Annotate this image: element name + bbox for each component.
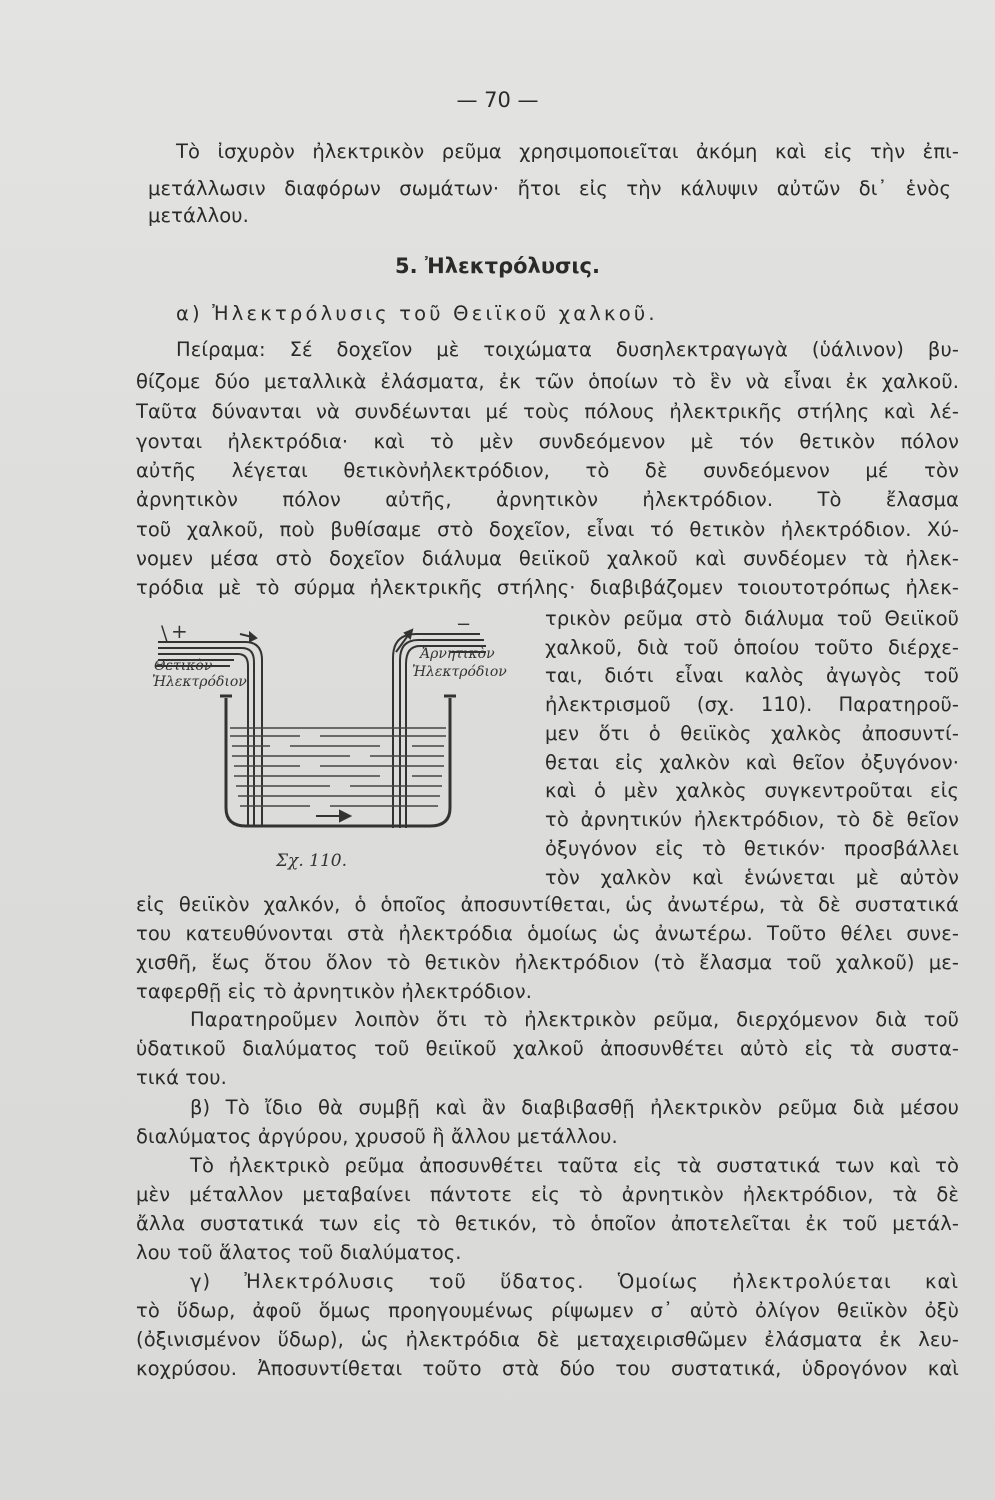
paragraph-line: ὑδατικοῦ διαλύματος τοῦ θειϊκοῦ χαλκοῦ ἀποσυνθέτει αὐτὸ εἰς τὰ συστα- <box>136 1037 959 1060</box>
subsection-c-line: κοχρύσου. Ἀποσυντίθεται τοῦτο στὰ δύο του συστατικά, ὑδρογόνον καὶ <box>136 1357 959 1380</box>
subsection-c-line: τὸ ὕδωρ, ἀφοῦ ὅμως προηγουμένως ρίψωμεν σ᾿ αὐτὸ ὀλίγον θειϊκὸν ὀξὺ <box>136 1299 959 1322</box>
intro-line: μετάλλου. <box>148 204 249 227</box>
paragraph-line: Ταῦτα δύνανται νὰ συνδέωνται μέ τοὺς πόλους ἠλεκτρικῆς στήλης καὶ λέ- <box>136 400 959 423</box>
subsection-a-heading: α) Ἠλεκτρόλυσις τοῦ Θειϊκοῦ χαλκοῦ. <box>176 302 658 325</box>
positive-sign: + <box>171 619 188 643</box>
wrap-line: μεν ὅτι ὁ θειϊκὸς χαλκὸς ἀποσυντί- <box>545 722 959 745</box>
paragraph-line: τοῦ χαλκοῦ, ποὺ βυθίσαμε στὸ δοχεῖον, εἶναι τό θετικὸν ἠλεκτρόδιον. Χύ- <box>136 518 959 541</box>
paragraph-line: ἀρνητικὸν πόλον αὐτῆς, ἀρνητικὸν ἠλεκτρόδιον. Τὸ ἔλασμα <box>136 488 959 511</box>
positive-current-arrow <box>240 633 256 641</box>
positive-tick: \ <box>161 621 168 645</box>
wrap-line: θεται εἰς χαλκὸν καὶ θεῖον ὀξυγόνον· <box>545 751 959 774</box>
figure-caption: Σχ. 110. <box>276 851 347 871</box>
negative-label: Ἠλεκτρόδιον <box>412 664 507 680</box>
paragraph-line: ταφερθῇ εἰς τὸ ἀρνητικὸν ἠλεκτρόδιον. <box>136 980 533 1003</box>
solution-current-arrow <box>316 811 350 821</box>
subsection-b-line: β) Τὸ ἴδιο θὰ συμβῇ καὶ ἂν διαβιβασθῇ ἠλεκτρικὸν ρεῦμα διὰ μέσου <box>190 1096 959 1119</box>
wrap-line: τὸν χαλκὸν καὶ ἑνώνεται μὲ αὐτὸν <box>545 866 959 889</box>
paragraph-line: Παρατηροῦμεν λοιπὸν ὅτι τὸ ἠλεκτρικὸν ρεῦμα, διερχόμενον διὰ τοῦ <box>190 1008 959 1031</box>
intro-line: μετάλλωσιν διαφόρων σωμάτων· ἤτοι εἰς τὴν κάλυψιν αὐτῶν δι᾿ ἑνὸς <box>148 177 951 200</box>
paragraph-line: θίζομε δύο μεταλλικὰ ἐλάσματα, ἐκ τῶν ὁποίων τὸ ἓν νὰ εἶναι ἐκ χαλκοῦ. <box>136 370 959 393</box>
subsection-b-line: μὲν μέταλλον μεταβαίνει πάντοτε εἰς τὸ ἀρνητικὸν ἠλεκτρόδιον, τὰ δὲ <box>136 1183 959 1206</box>
subsection-c-line: (ὀξινισμένον ὕδωρ), ὡς ἠλεκτρόδια δὲ μεταχειρισθῶμεν ἐλάσματα ἐκ λευ- <box>136 1328 959 1351</box>
subsection-b-line: διαλύματος ἀργύρου, χρυσοῦ ἢ ἄλλου μετάλλου. <box>136 1125 618 1148</box>
subsection-c-heading: γ) Ἠλεκτρόλυσις τοῦ ὕδατος. Ὁμοίως ἠλεκτρολύεται καὶ <box>190 1270 959 1293</box>
paragraph-line: νομεν μέσα στὸ δοχεῖον διάλυμα θειϊκοῦ χαλκοῦ καὶ συνδέομεν τὰ ἠλεκ- <box>136 547 959 570</box>
electrolysis-figure <box>150 608 535 880</box>
negative-sign: − <box>456 614 472 635</box>
subsection-b-line: ἄλλα συστατικά των εἰς τὸ θετικόν, τὸ ὁποῖον ἀποτελεῖται ἐκ τοῦ μετάλ- <box>136 1212 959 1235</box>
paragraph-line: Πείραμα: Σέ δοχεῖον μὲ τοιχώματα δυσηλεκτραγωγὰ (ὑάλινον) βυ- <box>176 338 959 361</box>
page-number: — 70 — <box>456 88 539 112</box>
subsection-b-line: Τὸ ἠλεκτρικὸ ρεῦμα ἀποσυνθέτει ταῦτα εἰς τὰ συστατικά των καὶ τὸ <box>190 1154 959 1177</box>
wrap-line: τὸ ἀρνητικύν ἠλεκτρόδιον, τὸ δὲ θεῖον <box>545 808 959 831</box>
subsection-b-line: λου τοῦ ἅλατος τοῦ διαλύματος. <box>136 1241 462 1264</box>
paragraph-line: αὐτῆς λέγεται θετικὸνἠλεκτρόδιον, τὸ δὲ συνδεόμενον μέ τὸν <box>136 459 959 482</box>
wrap-line: ται, διότι εἶναι καλὸς ἀγωγὸς τοῦ <box>545 664 959 687</box>
paragraph-line: εἰς θειϊκὸν χαλκόν, ὁ ὁποῖος ἀποσυντίθεται, ὡς ἀνωτέρω, τὰ δὲ συστατικά <box>136 893 959 916</box>
wrap-line: χαλκοῦ, διὰ τοῦ ὁποίου τοῦτο διέρχε- <box>545 636 959 659</box>
paragraph-line: τικά του. <box>136 1066 227 1089</box>
positive-label: Ἠλεκτρόδιον <box>152 674 247 690</box>
wrap-line: τρικὸν ρεῦμα στὸ διάλυμα τοῦ Θειϊκοῦ <box>545 607 959 630</box>
wrap-line: ἠλεκτρισμοῦ (σχ. 110). Παρατηροῦ- <box>545 693 959 716</box>
wrap-line: καὶ ὁ μὲν χαλκὸς συγκεντροῦται εἰς <box>545 779 959 802</box>
paragraph-line: χισθῆ, ἕως ὅτου ὅλον τὸ θετικὸν ἠλεκτρόδιον (τὸ ἔλασμα τοῦ χαλκοῦ) με- <box>136 951 959 974</box>
intro-line: Τὸ ἰσχυρὸν ἠλεκτρικὸν ρεῦμα χρησιμοποιεῖται ἀκόμη καὶ εἰς τὴν ἐπι- <box>176 140 959 163</box>
paragraph-line: τρόδια μὲ τὸ σύρμα ἠλεκτρικῆς στήλης· διαβιβάζομεν τοιουτοτρόπως ἠλεκ- <box>136 576 959 599</box>
positive-label: Θετικὸν <box>154 658 213 674</box>
section-heading: 5. Ἠλεκτρόλυσις. <box>395 254 600 278</box>
paragraph-line: του κατευθύνονται στὰ ἠλεκτρόδια ὁμοίως ὡς ἀνωτέρω. Τοῦτο θέλει συνε- <box>136 922 959 945</box>
wrap-line: ὀξυγόνον εἰς τὸ θετικόν· προσβάλλει <box>545 837 959 860</box>
negative-label: Ἀρνητικὸν <box>420 646 495 662</box>
paragraph-line: γονται ἠλεκτρόδια· καὶ τὸ μὲν συνδεόμενον μὲ τόν θετικὸν πόλον <box>136 430 959 453</box>
